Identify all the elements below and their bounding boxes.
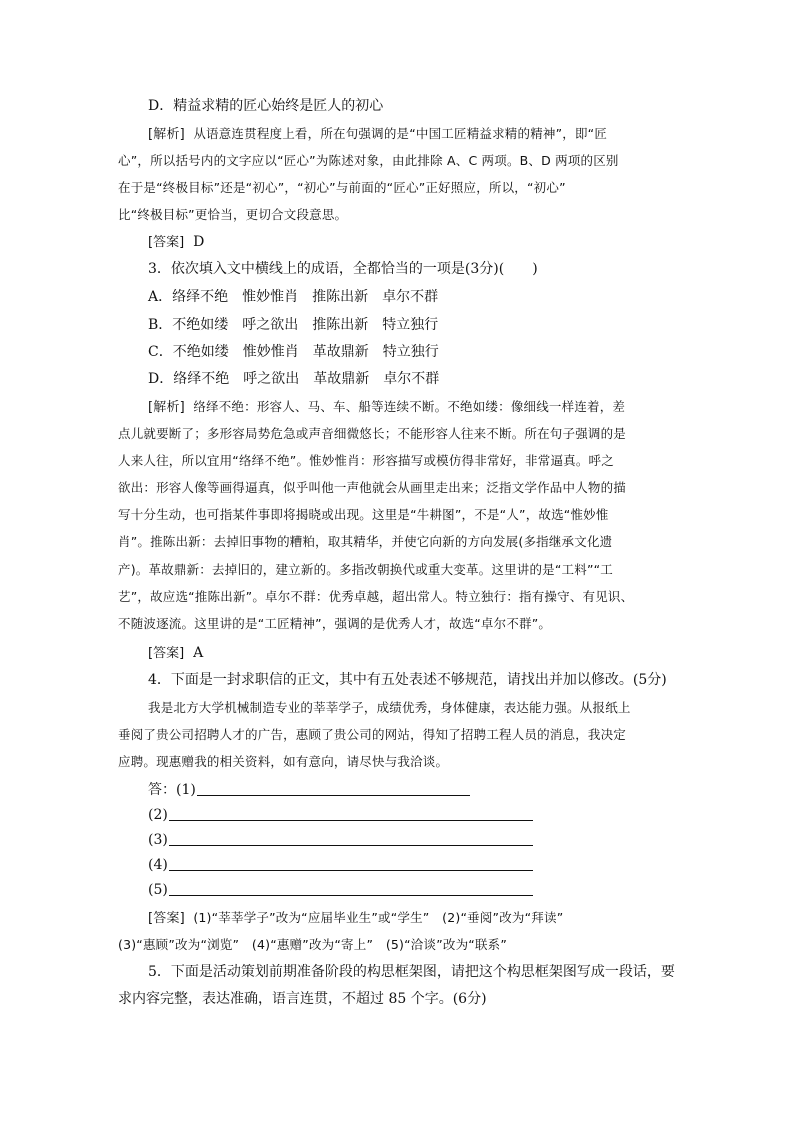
q3-analysis-line-4: 欲出：形容人像等画得逼真，似乎叫他一声他就会从画里走出来；泛指文学作品中人物的描	[118, 480, 627, 495]
q5-stem-line-2: 求内容完整，表达准确，语言连贯，不超过 85 个字。(6分)	[118, 991, 487, 1007]
q4-letter-line-1: 我是北方大学机械制造专业的莘莘学子，成绩优秀，身体健康，表达能力强。从报纸上	[148, 700, 631, 715]
q3-analysis-line-1	[148, 398, 625, 417]
q4-answer-line-1	[148, 909, 563, 928]
q2-analysis-line-1	[148, 125, 607, 144]
q4-answer-tag: [答案]	[148, 911, 185, 926]
q3-stem: 3．依次填入文中横线上的成语，全都恰当的一项是(3分)( )	[148, 261, 538, 277]
q3-option-b: B．不绝如缕 呼之欲出 推陈出新 特立独行	[148, 317, 439, 333]
q2-analysis-line-4: 比“终极目标”更恰当，更切合文段意思。	[118, 207, 348, 222]
q3-answer	[148, 644, 203, 663]
q3-analysis-line-7: 产)。革故鼎新：去掉旧的，建立新的。多指改朝换代或重大变革。这里讲的是“工料”“工	[118, 562, 614, 577]
q3-option-c: C．不绝如缕 惟妙惟肖 革故鼎新 特立独行	[148, 344, 439, 360]
q3-analysis-text-1: 络绎不绝：形容人、马、车、船等连续不断。不绝如缕：像细线一样连着，差	[193, 399, 626, 414]
q4-answer-blank-3	[148, 831, 533, 849]
q4-blank-line-2[interactable]	[169, 806, 533, 821]
q3-analysis-line-3: 人来人往，所以宜用“络绎不绝”。惟妙惟肖：形容描写或模仿得非常好，非常逼真。呼之	[118, 453, 614, 468]
q5-stem-line-1: 5．下面是活动策划前期准备阶段的构思框架图，请把这个构思框架图写成一段话，要	[148, 964, 675, 980]
q4-blank-line-3[interactable]	[169, 831, 533, 846]
q3-answer-value: A	[193, 645, 204, 661]
q3-option-a: A．络绎不绝 惟妙惟肖 推陈出新 卓尔不群	[148, 289, 439, 305]
q4-blank-line-5[interactable]	[169, 881, 533, 896]
q4-answer-blank-4	[148, 856, 533, 874]
q2-answer-value: D	[193, 234, 205, 250]
q3-analysis-line-5: 写十分生动，也可指某件事即将揭晓或出现。这里是“牛耕图”，不是“人”，故选“惟妙惟	[118, 507, 609, 522]
q2-analysis-line-2: 心”，所以括号内的文字应以“匠心”为陈述对象，由此排除 A、C 两项。B、D 两项的区别	[118, 153, 619, 168]
q4-blank-number-5: (5)	[148, 882, 168, 898]
q4-blank-number-3: (3)	[148, 832, 168, 848]
q3-analysis-line-9: 不随波逐流。这里讲的是“工匠精神”，强调的是优秀人才，故选“卓尔不群”。	[118, 616, 552, 631]
q4-blank-number-2: (2)	[148, 807, 168, 823]
q2-analysis-text-1: 从语意连贯程度上看，所在句强调的是“中国工匠精益求精的精神”，即“匠	[193, 126, 608, 141]
q4-blank-line-1[interactable]	[197, 781, 470, 796]
q3-answer-tag: [答案]	[148, 646, 185, 661]
q4-answer-line-2: (3)“惠顾”改为“浏览” (4)“惠赠”改为“寄上” (5)“洽谈”改为“联系”	[118, 937, 508, 952]
q2-analysis-line-3: 在于是“终极目标”还是“初心”，“初心”与前面的“匠心”正好照应，所以，“初心”	[118, 180, 566, 195]
q3-option-d: D．络绎不绝 呼之欲出 革故鼎新 卓尔不群	[148, 371, 440, 387]
q3-analysis-line-6: 肖”。推陈出新：去掉旧事物的糟粕，取其精华，并使它向新的方向发展(多指继承文化遗	[118, 534, 613, 549]
q4-answer-blank-2	[148, 806, 533, 824]
q4-answer-blank-5	[148, 881, 533, 899]
q4-letter-line-3: 应聘。现惠赠我的相关资料，如有意向，请尽快与我洽谈。	[118, 754, 449, 769]
q3-analysis-line-2: 点儿就要断了；多形容局势危急或声音细微悠长；不能形容人往来不断。所在句子强调的是	[118, 426, 627, 441]
q4-blank-number-1: (1)	[176, 782, 196, 798]
q4-answer-text-1: (1)“莘莘学子”改为“应届毕业生”或“学生” (2)“垂阅”改为“拜读”	[193, 910, 564, 925]
q4-blank-number-4: (4)	[148, 857, 168, 873]
q4-letter-line-2: 垂阅了贵公司招聘人才的广告，惠顾了贵公司的网站，得知了招聘工程人员的消息，我决定	[118, 727, 627, 742]
q2-option-d: D．精益求精的匠心始终是匠人的初心	[148, 98, 384, 114]
q3-analysis-tag: [解析]	[148, 400, 185, 415]
q4-answer-blank-1	[148, 781, 470, 799]
q4-stem: 4．下面是一封求职信的正文，其中有五处表述不够规范，请找出并加以修改。(5分)	[148, 672, 667, 688]
q2-analysis-tag: [解析]	[148, 127, 185, 142]
q4-blank-line-4[interactable]	[169, 856, 533, 871]
q3-analysis-line-8: 艺”，故应选“推陈出新”。卓尔不群：优秀卓越，超出常人。特立独行：指有操守、有见识、	[118, 589, 634, 604]
q2-answer-tag: [答案]	[148, 235, 185, 250]
q4-answer-label: 答：	[148, 782, 176, 798]
q2-answer	[148, 233, 204, 252]
